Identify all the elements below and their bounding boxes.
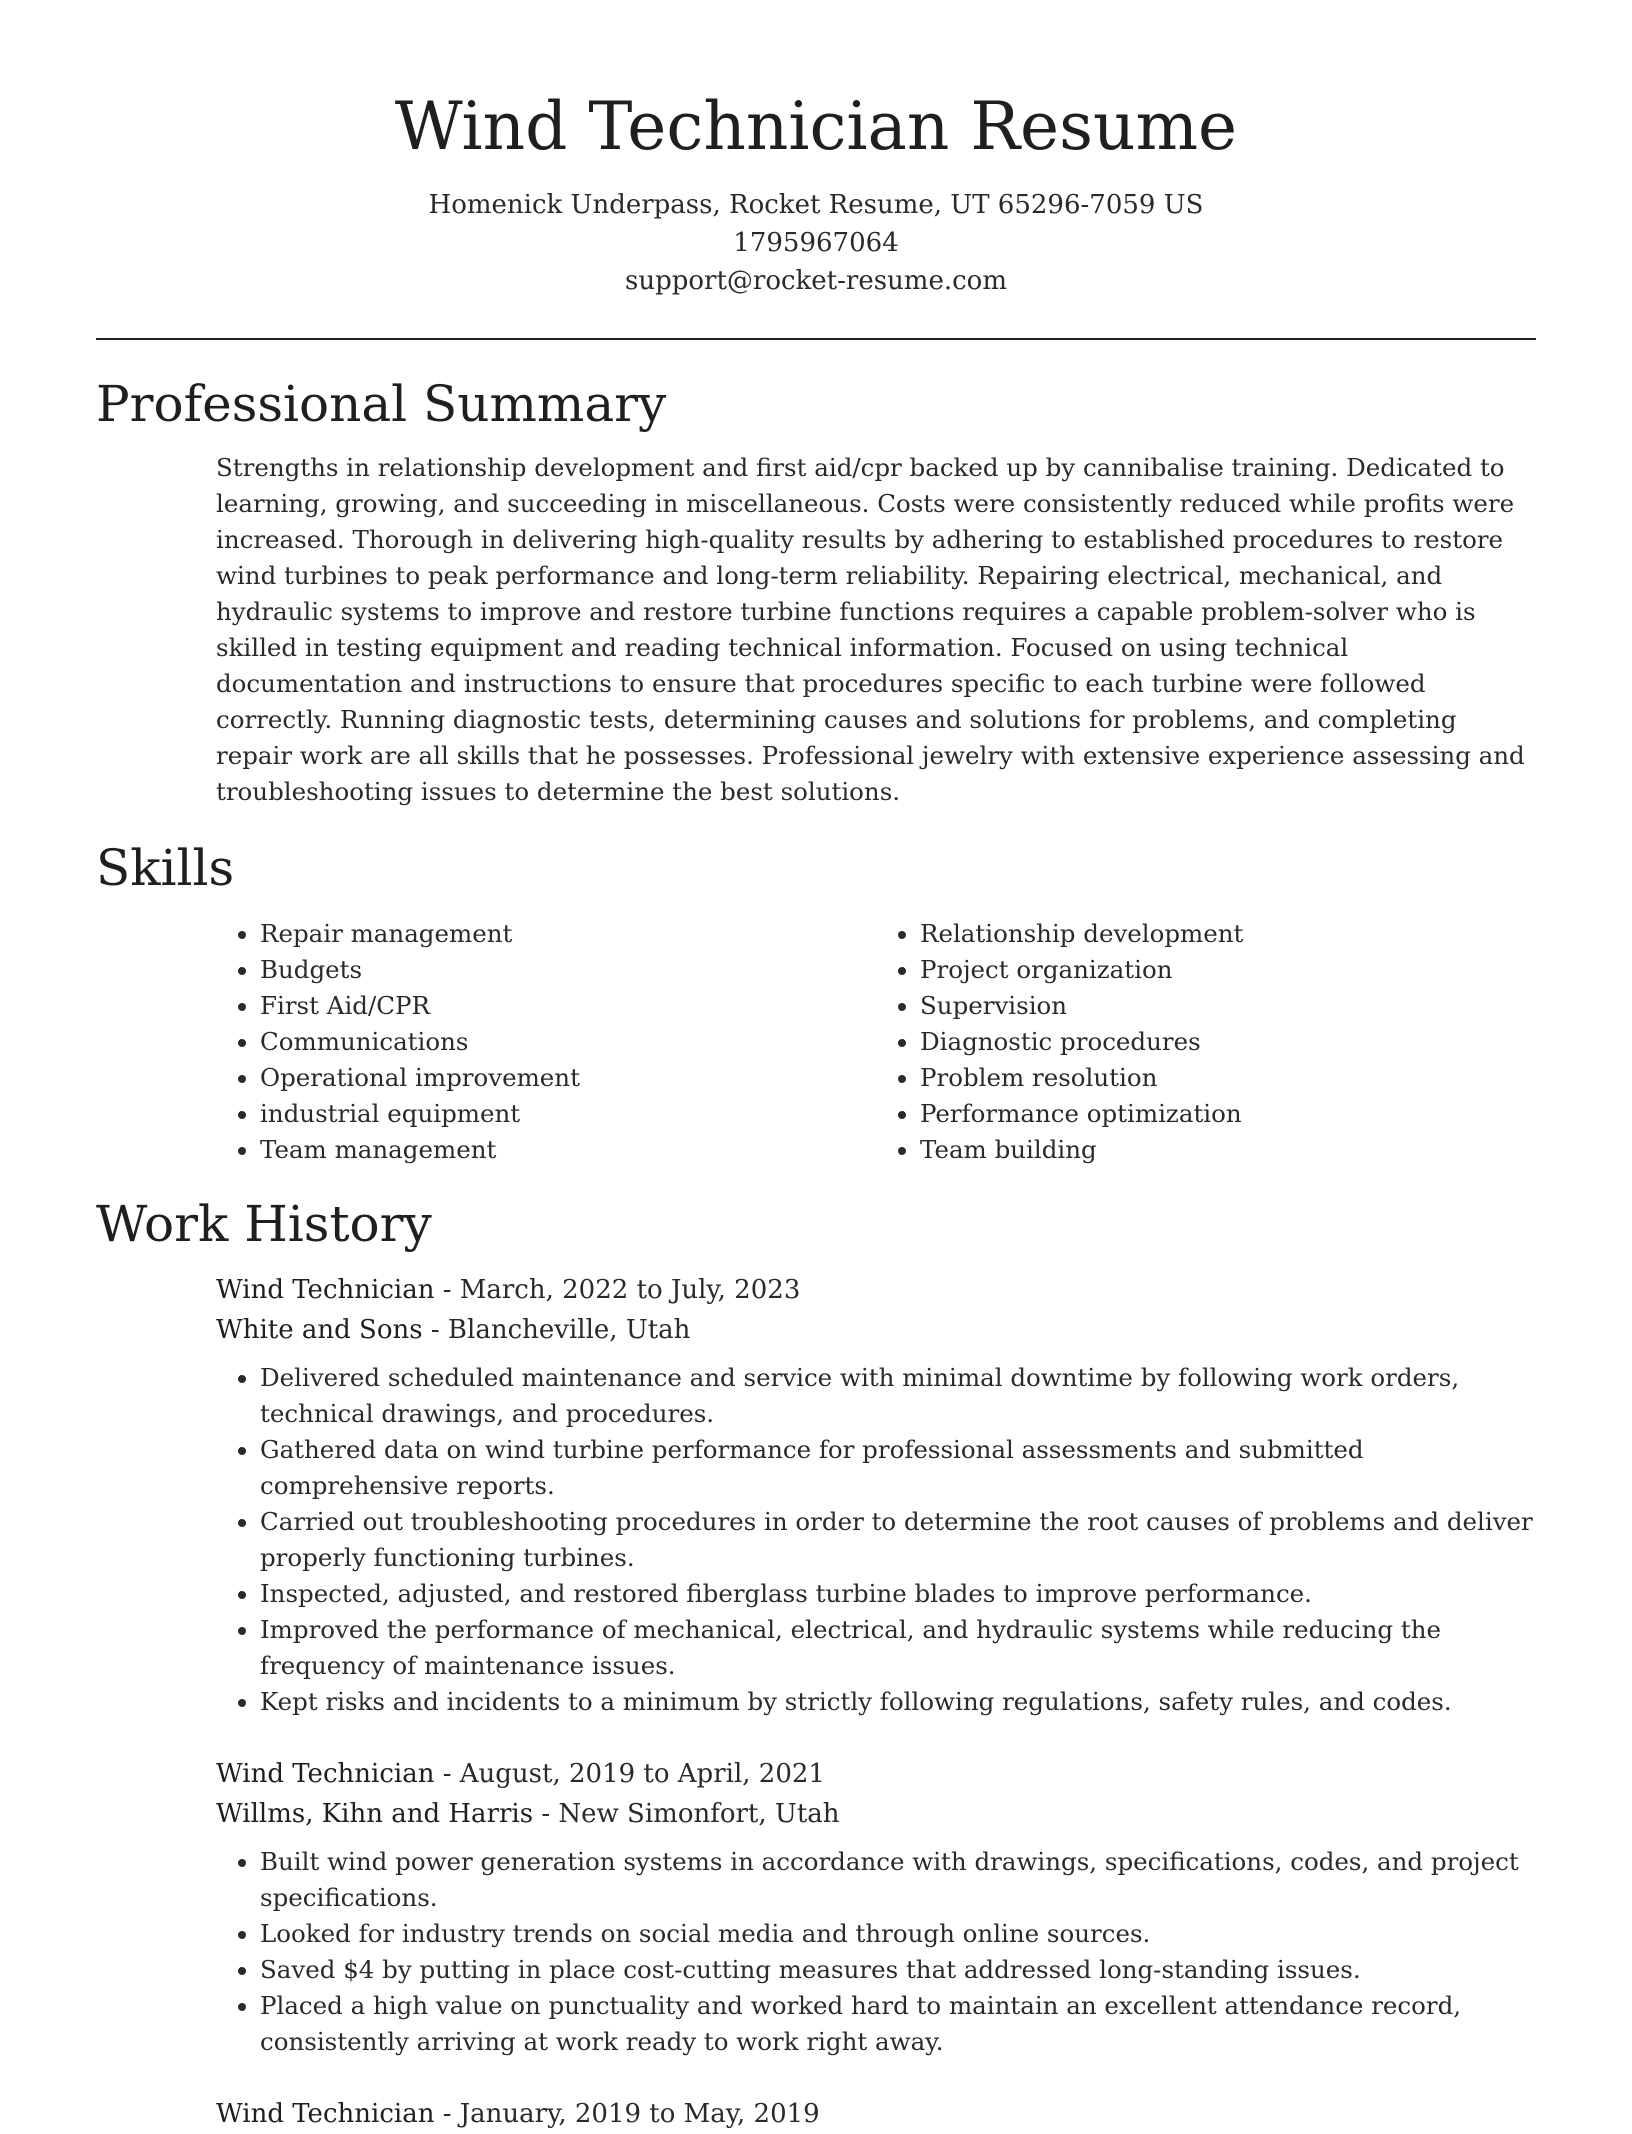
contact-address: Homenick Underpass, Rocket Resume, UT 65296-7059 US [428, 190, 1204, 220]
job-duty-item: • Kept risks and incidents to a minimum by strictly following regulations, safety rules, and codes. [260, 1684, 1536, 1720]
summary-heading: Professional Summary [96, 375, 667, 433]
job-duty-item: • Inspected, adjusted, and restored fiberglass turbine blades to improve performance. [260, 1576, 1536, 1612]
skills-columns [216, 916, 1536, 1168]
job-entry [216, 2094, 1536, 2134]
job-duty-item: • Delivered scheduled maintenance and service with minimal downtime by following work orders, technical drawings, and procedures. [260, 1360, 1536, 1432]
job-duty-item: • Looked for industry trends on social media and through online sources. [260, 1916, 1536, 1952]
resume-page [96, 0, 1536, 2134]
header-divider [96, 338, 1536, 340]
resume-title: Wind Technician Resume [394, 88, 1238, 165]
summary-text: Strengths in relationship development and first aid/cpr backed up by cannibalise training. Dedicated to learning, growing, and succeeding in miscellaneous. Costs were consistently reduced while profits were increased. Thorough in delivering high-quality results by adhering to established procedures to restore wind turbines to peak performance and long-term reliability. Repairing electrical, mechanical, and hydraulic systems to improve and restore turbine functions requires a capable problem-solver who is skilled in testing equipment and reading technical information. Focused on using technical documentation and instructions to ensure that procedures specific to each turbine were followed correctly. Running diagnostic tests, determining causes and solutions for problems, and completing repair work are all skills that he possesses. Professional jewelry with extensive experience assessing and troubleshooting issues to determine the best solutions. [216, 453, 1525, 806]
job-duty-item: • Built wind power generation systems in accordance with drawings, specifications, codes, and project specifications. [260, 1844, 1536, 1916]
job-title-line [216, 1270, 1536, 1310]
job-company: White and Sons [216, 1315, 423, 1345]
resume-header [96, 0, 1536, 300]
skill-item: • Repair management [260, 916, 876, 952]
skill-item: • Diagnostic procedures [920, 1024, 1536, 1060]
job-title-line [216, 1754, 1536, 1794]
job-company-line [216, 1794, 1536, 1834]
skill-item: • Supervision [920, 988, 1536, 1024]
skill-item: • Communications [260, 1024, 876, 1060]
skill-item: • industrial equipment [260, 1096, 876, 1132]
job-company: Willms, Kihn and Harris [216, 1799, 534, 1829]
job-duty-item: • Carried out troubleshooting procedures in order to determine the root causes of problems and deliver properly functioning turbines. [260, 1504, 1536, 1576]
job-duty-item: • Gathered data on wind turbine performance for professional assessments and submitted comprehensive reports. [260, 1432, 1536, 1504]
job-dates: - August, 2019 to April, 2021 [434, 1759, 825, 1789]
skill-item: • Operational improvement [260, 1060, 876, 1096]
job-entry [216, 1754, 1536, 2060]
job-duty-item: • Saved $4 by putting in place cost-cutting measures that addressed long-standing issues. [260, 1952, 1536, 1988]
job-duties-list [216, 1360, 1536, 1720]
skill-item: • Budgets [260, 952, 876, 988]
job-title-line [216, 2094, 1536, 2134]
skill-item: • Team management [260, 1132, 876, 1168]
skill-item: • Performance optimization [920, 1096, 1536, 1132]
skill-item: • Relationship development [920, 916, 1536, 952]
job-duty-item: • Improved the performance of mechanical, electrical, and hydraulic systems while reducing the frequency of maintenance issues. [260, 1612, 1536, 1684]
job-title: Wind Technician [216, 2099, 435, 2129]
job-dates: - March, 2022 to July, 2023 [434, 1275, 801, 1305]
skill-item: • First Aid/CPR [260, 988, 876, 1024]
skill-item: • Problem resolution [920, 1060, 1536, 1096]
skills-heading: Skills [96, 839, 235, 897]
job-location: - New Simonfort, Utah [533, 1799, 840, 1829]
job-title: Wind Technician [216, 1275, 435, 1305]
job-duty-item: • Placed a high value on punctuality and worked hard to maintain an excellent attendance record, consistently arriving at work ready to work right away. [260, 1988, 1536, 2060]
contact-phone: 1795967064 [733, 228, 899, 258]
job-entry [216, 1270, 1536, 1720]
job-company-line [216, 1310, 1536, 1350]
skills-list-left [216, 916, 876, 1168]
job-title: Wind Technician [216, 1759, 435, 1789]
job-duties-list [216, 1844, 1536, 2060]
work-history-heading: Work History [96, 1195, 432, 1253]
contact-block [96, 186, 1536, 300]
job-dates: - January, 2019 to May, 2019 [434, 2099, 820, 2129]
skills-list-right [876, 916, 1536, 1168]
job-location: - Blancheville, Utah [422, 1315, 691, 1345]
skill-item: • Project organization [920, 952, 1536, 988]
contact-email: support@rocket-resume.com [624, 266, 1007, 296]
skill-item: • Team building [920, 1132, 1536, 1168]
